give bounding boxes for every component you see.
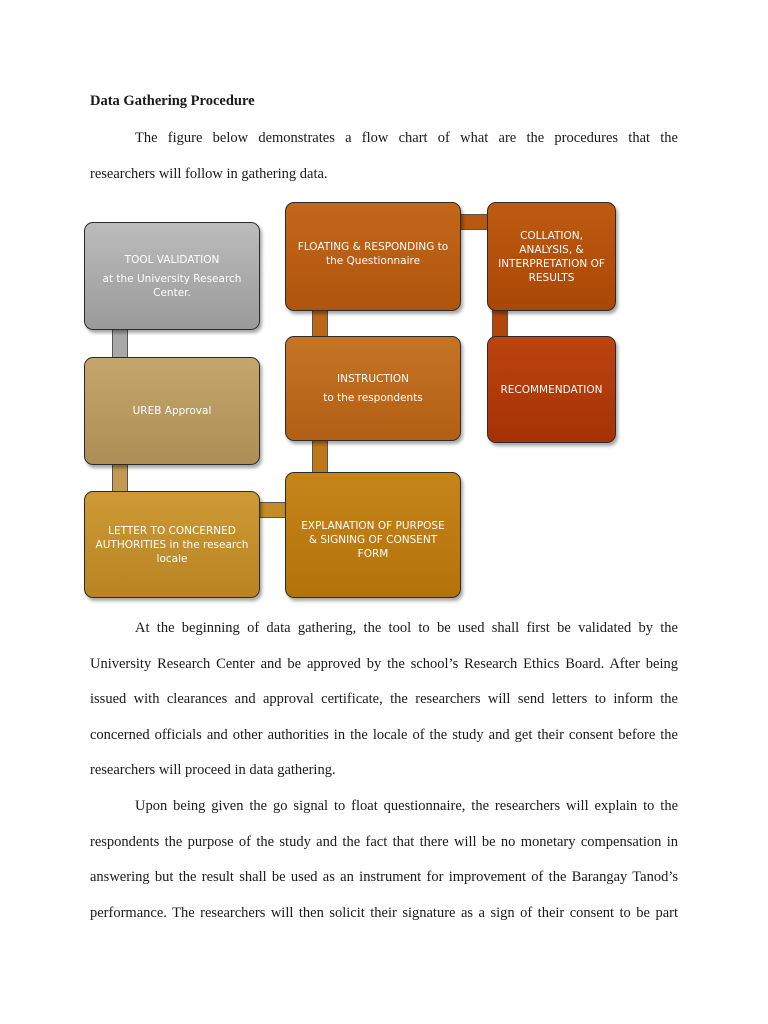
paragraph-line: performance. The researchers will then solicit their signature as a sign of their consent to be part bbox=[90, 904, 678, 921]
paragraph-line: respondents the purpose of the study and the fact that there will be no monetary compensation in bbox=[90, 833, 678, 850]
paragraph-line: University Research Center and be approved by the school’s Research Ethics Board. After being bbox=[90, 655, 678, 672]
step-title: TOOL VALIDATION bbox=[124, 253, 220, 266]
step-title: FLOATING & RESPONDING to the Questionnaire bbox=[297, 241, 449, 267]
flow-step-collation bbox=[487, 202, 616, 311]
step-subtitle: to the respondents bbox=[323, 392, 423, 404]
paragraph-line: Upon being given the go signal to float questionnaire, the researchers will explain to the bbox=[135, 798, 678, 814]
step-title: UREB Approval bbox=[132, 405, 212, 417]
paragraph-line: The figure below demonstrates a flow chart of what are the procedures that the bbox=[135, 130, 678, 146]
body-paragraph-1 bbox=[90, 611, 678, 789]
paragraph-line: researchers will follow in gathering data. bbox=[90, 165, 328, 182]
flow-step-tool-validation bbox=[84, 222, 260, 330]
section-heading: Data Gathering Procedure bbox=[90, 93, 255, 109]
step-title: LETTER TO CONCERNED AUTHORITIES in the research locale bbox=[95, 524, 249, 565]
flow-step-letter bbox=[84, 491, 260, 598]
connector-instruction-floating bbox=[312, 308, 328, 340]
paragraph-line: At the beginning of data gathering, the tool to be used shall first be validated by the bbox=[135, 620, 678, 636]
body-paragraph-2 bbox=[90, 789, 678, 931]
paragraph-line: researchers will proceed in data gathering. bbox=[90, 762, 336, 778]
connector-letter-explanation bbox=[256, 502, 290, 518]
flow-step-ureb-approval bbox=[84, 357, 260, 465]
flow-step-instruction bbox=[285, 336, 461, 441]
connector-collation-recommendation bbox=[492, 308, 508, 340]
step-title: RECOMMENDATION bbox=[500, 384, 603, 396]
paragraph-line: issued with clearances and approval certificate, the researchers will send letters to inform the bbox=[90, 691, 678, 707]
connector-explanation-instruction bbox=[312, 437, 328, 475]
flow-step-floating bbox=[285, 202, 461, 311]
paragraph-line: answering but the result shall be used as an instrument for improvement of the Barangay Tanod’s bbox=[90, 869, 678, 885]
intro-paragraph bbox=[90, 121, 678, 192]
flow-step-recommendation bbox=[487, 336, 616, 443]
connector-ureb-letter bbox=[112, 462, 128, 494]
connector-validation-ureb bbox=[112, 326, 128, 360]
paragraph-line: concerned officials and other authorities in the locale of the study and get their consent before the bbox=[90, 726, 678, 743]
step-title: INSTRUCTION bbox=[337, 373, 409, 385]
step-title: COLLATION, ANALYSIS, & INTERPRETATION OF RESULTS bbox=[498, 229, 605, 284]
step-subtitle: at the University Research Center. bbox=[102, 272, 242, 299]
step-title: EXPLANATION OF PURPOSE & SIGNING OF CONSENT FORM bbox=[301, 520, 445, 560]
connector-floating-collation bbox=[456, 214, 490, 230]
flow-step-explanation bbox=[285, 472, 461, 598]
